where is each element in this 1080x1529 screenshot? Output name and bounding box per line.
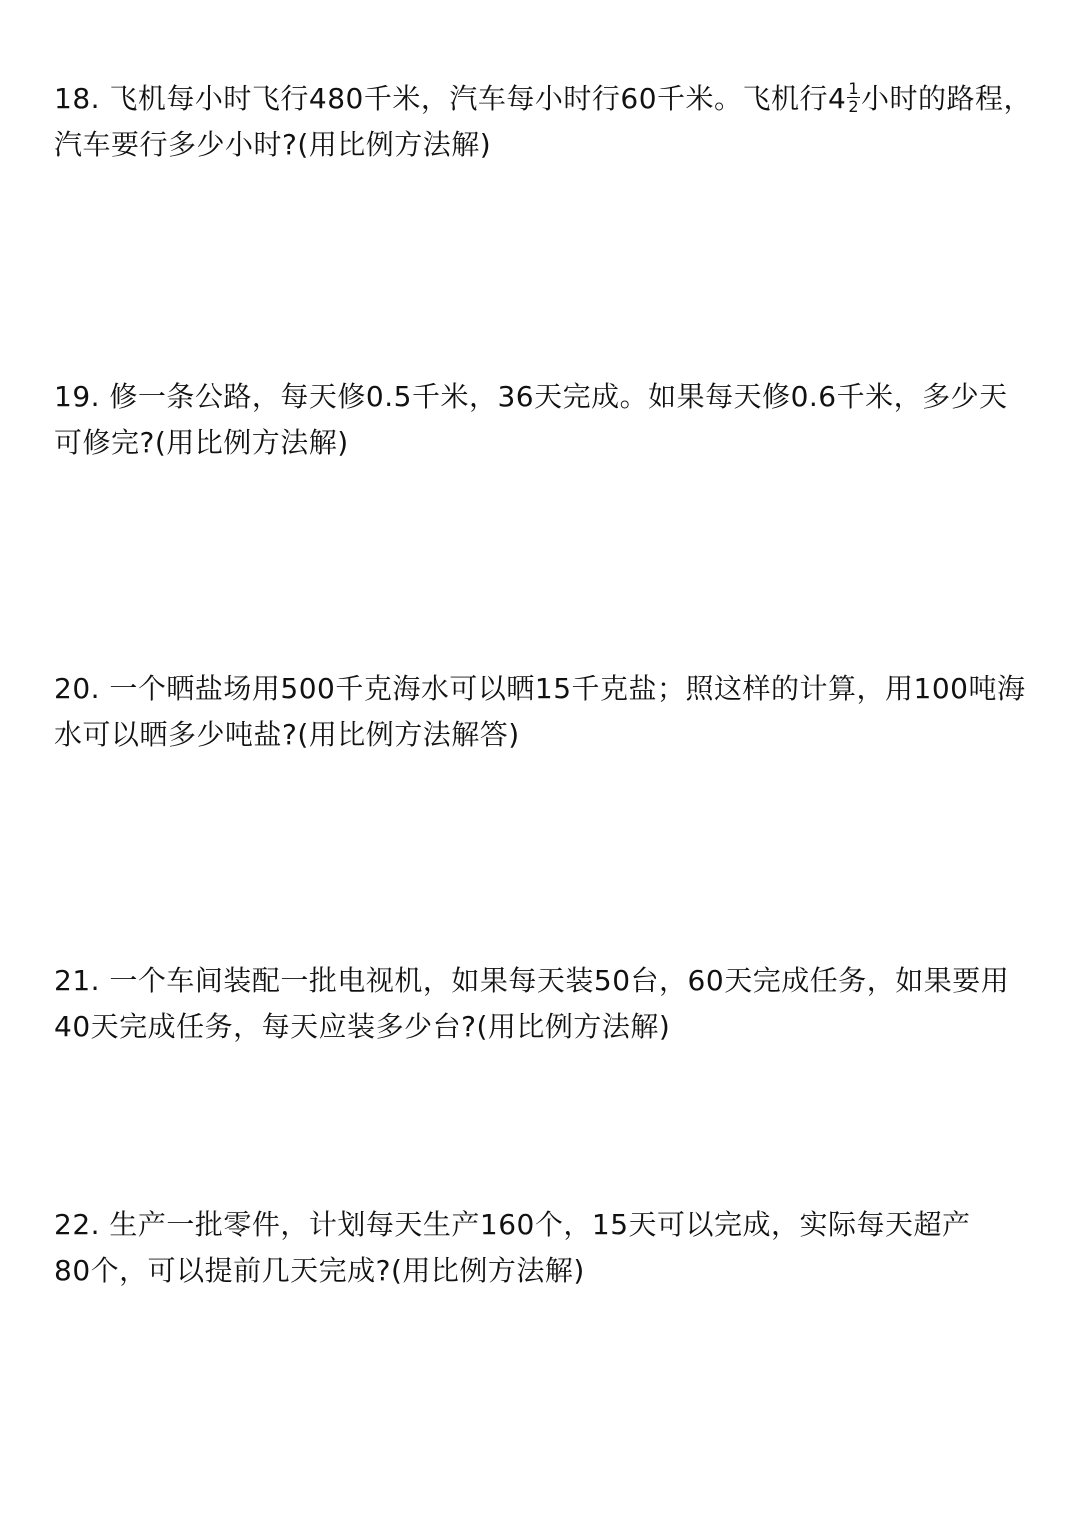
question-19 [54,374,1034,466]
question-18 [54,76,1034,168]
question-20 [54,666,1034,758]
fraction-denominator: 2 [848,96,860,116]
question-18-text-before-fraction: 18. 飞机每小时飞行480千米，汽车每小时行60千米。飞机行4 [54,82,847,115]
question-21-line-2: 40天完成任务，每天应装多少台?(用比例方法解) [54,1010,671,1043]
question-22 [54,1202,994,1294]
question-19-line-2: 可修完?(用比例方法解) [54,426,349,459]
question-20-line-1: 20. 一个晒盐场用500千克海水可以晒15千克盐；照这样的计算，用100吨海 [54,672,1026,705]
question-18-line-2: 汽车要行多少小时?(用比例方法解) [54,128,492,161]
fraction-numerator: 1 [848,78,860,98]
question-22-line-1: 22. 生产一批零件，计划每天生产160个，15天可以完成，实际每天超产 [54,1208,971,1241]
question-21-line-1: 21. 一个车间装配一批电视机，如果每天装50台，60天完成任务，如果要用 [54,964,1010,997]
question-21 [54,958,1034,1050]
question-19-line-1: 19. 修一条公路，每天修0.5千米，36天完成。如果每天修0.6千米，多少天 [54,380,1008,413]
mixed-number-fraction [847,80,860,115]
question-20-line-2: 水可以晒多少吨盐?(用比例方法解答) [54,718,520,751]
question-22-line-2: 80个，可以提前几天完成?(用比例方法解) [54,1254,585,1287]
question-18-line-1 [54,76,1034,122]
question-18-text-after-fraction: 小时的路程， [861,82,1033,115]
